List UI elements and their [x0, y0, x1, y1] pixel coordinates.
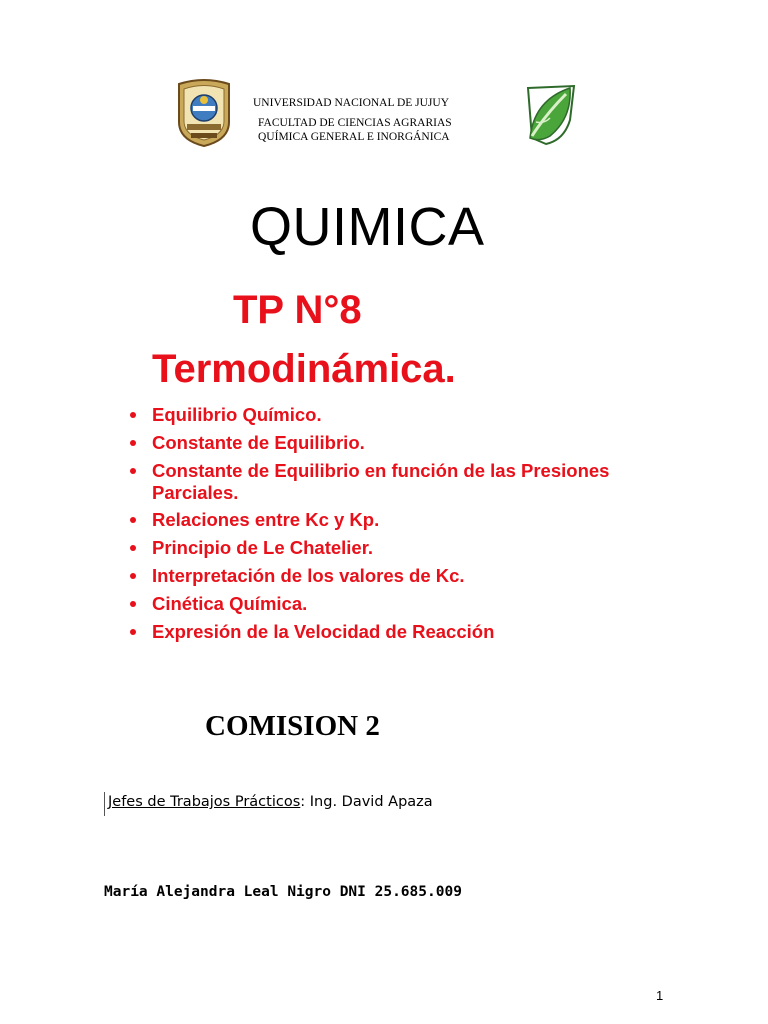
list-item: Interpretación de los valores de Kc. [130, 565, 650, 587]
bullet-icon [130, 629, 136, 635]
bullet-icon [130, 517, 136, 523]
bullet-icon [130, 468, 136, 474]
page-number: 1 [656, 988, 664, 1003]
instructors-line [104, 792, 433, 816]
list-item: Constante de Equilibrio. [130, 432, 650, 454]
department-name: QUÍMICA GENERAL E INORGÁNICA [258, 131, 450, 143]
instructors-separator: : [300, 794, 306, 810]
bullet-icon [130, 412, 136, 418]
topics-list [130, 404, 650, 648]
list-item: Constante de Equilibrio en función de las Presiones Parciales. [130, 460, 650, 504]
university-seal-logo [173, 78, 235, 148]
list-item: Principio de Le Chatelier. [130, 537, 650, 559]
instructors-label: Jefes de Trabajos Prácticos [108, 794, 301, 810]
bullet-icon [130, 440, 136, 446]
tp-number: TP N°8 [233, 288, 362, 332]
list-item: Equilibrio Químico. [130, 404, 650, 426]
instructors-value: Ing. David Apaza [305, 794, 433, 810]
bullet-icon [130, 601, 136, 607]
bullet-icon [130, 573, 136, 579]
list-item: Expresión de la Velocidad de Reacción [130, 621, 650, 643]
subject-heading: Termodinámica. [152, 347, 456, 391]
student-line: María Alejandra Leal Nigro DNI 25.685.009 [104, 884, 462, 900]
bullet-icon [130, 545, 136, 551]
faculty-leaf-logo [520, 78, 582, 148]
university-name: UNIVERSIDAD NACIONAL DE JUJUY [253, 97, 450, 109]
document-title: QUIMICA [250, 197, 485, 257]
commission-heading: COMISION 2 [205, 710, 380, 742]
list-item: Cinética Química. [130, 593, 650, 615]
faculty-name: FACULTAD DE CIENCIAS AGRARIAS [258, 117, 452, 129]
list-item: Relaciones entre Kc y Kp. [130, 509, 650, 531]
